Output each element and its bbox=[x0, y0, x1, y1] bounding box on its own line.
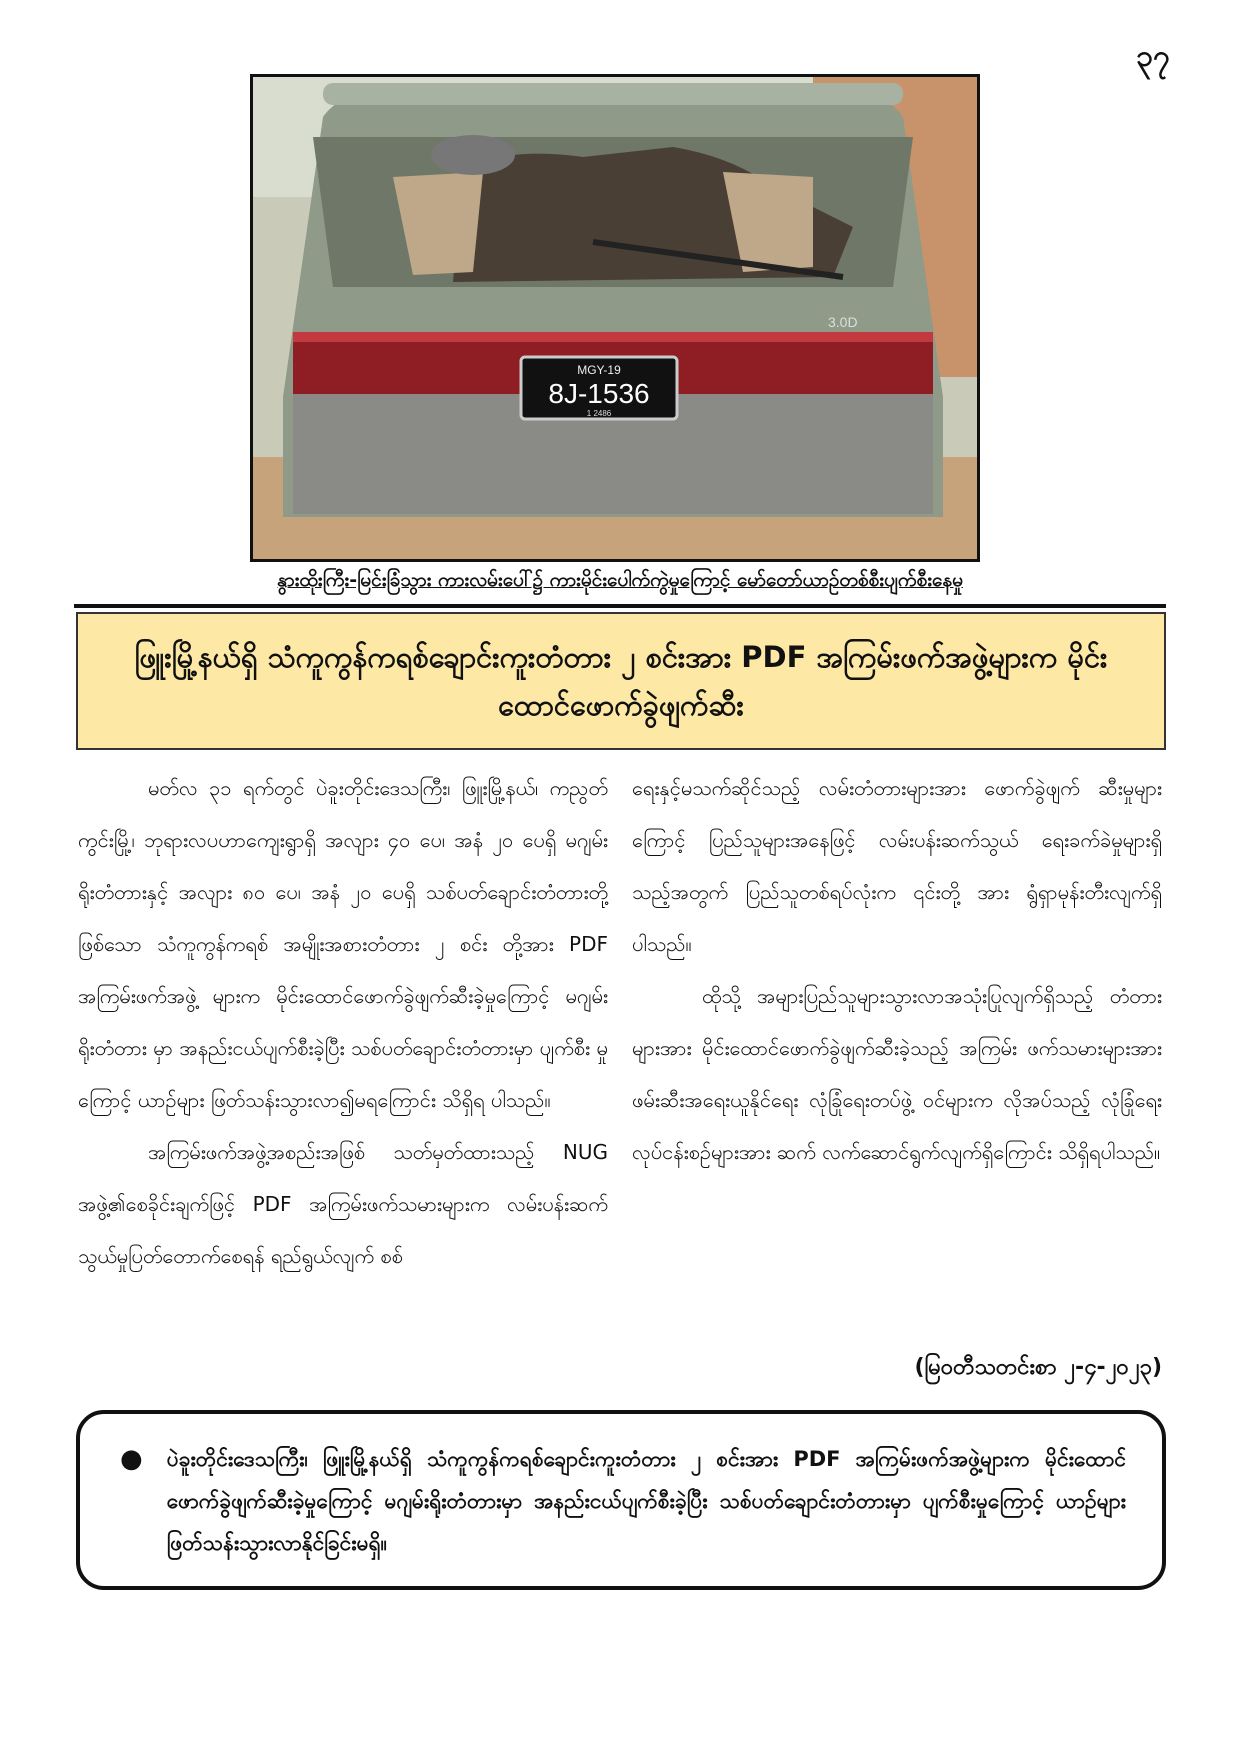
headline: ဖြူးမြို့နယ်ရှိ သံကူကွန်ကရစ်ချောင်းကူးတံတား ၂ စင်းအား PDF အကြမ်းဖက်အဖွဲ့များက မိုင်းထောင်ဖောက်ခွဲဖျက်ဆီး bbox=[134, 640, 1108, 722]
article-column-right bbox=[632, 762, 1162, 1178]
summary-text: ပဲခူးတိုင်းဒေသကြီး၊ ဖြူးမြို့နယ်ရှိ သံကူကွန်ကရစ်ချောင်းကူးတံတား ၂ စင်းအား PDF အကြမ်းဖက်အဖွဲ့များက မိုင်းထောင်ဖောက်ခွဲဖျက်ဆီးခဲ့မှုကြောင့် မဂျမ်းရိုးတံတားမှာ အနည်းငယ်ပျက်စီးခဲ့ပြီး သစ်ပတ်ချောင်းတံတားမှာ ပျက်စီးမှုကြောင့် ယာဉ်များ ဖြတ်သန်းသွားလာနိုင်ခြင်းမရှိ။ bbox=[166, 1447, 1126, 1555]
article-column-left bbox=[78, 762, 608, 1282]
section-divider bbox=[74, 604, 1166, 608]
plate-number-text: 8J-1536 bbox=[548, 378, 650, 409]
paragraph: မတ်လ ၃၁ ရက်တွင် ပဲခူးတိုင်းဒေသကြီး၊ ဖြူးမြို့နယ်၊ ကညွတ်ကွင်းမြို့၊ ဘုရားလပဟာကျေးရွာရှိ အလျား ၄၀ ပေ၊ အနံ ၂၀ ပေရှိ မဂျမ်းရိုးတံတားနှင့် အလျား ၈၀ ပေ၊ အနံ ၂၀ ပေရှိ သစ်ပတ်ချောင်းတံတားတို့ဖြစ်သော သံကူကွန်ကရစ် အမျိုးအစားတံတား ၂ စင်း တို့အား PDF အကြမ်းဖက်အဖွဲ့ များက မိုင်းထောင်ဖောက်ခွဲဖျက်ဆီးခဲ့မှုကြောင့် မဂျမ်းရိုးတံတား မှာ အနည်းငယ်ပျက်စီးခဲ့ပြီး သစ်ပတ်ချောင်းတံတားမှာ ပျက်စီး မှုကြောင့် ယာဉ်များ ဖြတ်သန်းသွားလာ၍မရကြောင်း သိရှိရ ပါသည်။ bbox=[78, 776, 608, 1112]
paragraph: ရေးနှင့်မသက်ဆိုင်သည့် လမ်းတံတားများအား ဖောက်ခွဲဖျက် ဆီးမှုများကြောင့် ပြည်သူများအနေဖြင့် လမ်းပန်းဆက်သွယ် ရေးခက်ခဲမှုများရှိသည့်အတွက် ပြည်သူတစ်ရပ်လုံးက ၎င်းတို့ အား ရွံရှာမုန်းတီးလျက်ရှိပါသည်။ bbox=[632, 776, 1162, 956]
plate-top-text: MGY-19 bbox=[577, 363, 621, 377]
badge-text: 3.0D bbox=[828, 314, 858, 330]
paragraph: အကြမ်းဖက်အဖွဲ့အစည်းအဖြစ် သတ်မှတ်ထားသည့် NUG အဖွဲ့၏စေခိုင်းချက်ဖြင့် PDF အကြမ်းဖက်သမားများက လမ်းပန်းဆက်သွယ်မှုပြတ်တောက်စေရန် ရည်ရွယ်လျက် စစ် bbox=[78, 1140, 608, 1268]
summary-box bbox=[76, 1410, 1166, 1590]
headline-box bbox=[76, 612, 1166, 750]
paragraph: ထိုသို့ အများပြည်သူများသွားလာအသုံးပြုလျက်ရှိသည့် တံတားများအား မိုင်းထောင်ဖောက်ခွဲဖျက်ဆီးခဲ့သည့် အကြမ်း ဖက်သမားများအား ဖမ်းဆီးအရေးယူနိုင်ရေး လုံခြုံရေးတပ်ဖွဲ့ ဝင်များက လိုအပ်သည့် လုံခြုံရေးလုပ်ငန်းစဉ်များအား ဆက် လက်ဆောင်ရွက်လျက်ရှိကြောင်း သိရှိရပါသည်။ bbox=[632, 984, 1162, 1164]
plate-small-text: 1 2486 bbox=[586, 409, 612, 418]
bullet-icon: ● bbox=[120, 1444, 143, 1474]
photo-caption: နွားထိုးကြီး-မြင်းခြံသွား ကားလမ်းပေါ်၌ ကားမိုင်းပေါက်ကွဲမှုကြောင့် မော်တော်ယာဉ်တစ်စီးပျက်စီးနေမှု bbox=[276, 569, 964, 591]
page-number: ၃၇ bbox=[1136, 39, 1170, 74]
source-citation: (မြဝတီသတင်းစာ ၂-၄-၂၀၂၃) bbox=[914, 1355, 1162, 1380]
damaged-van-photo bbox=[250, 74, 980, 562]
